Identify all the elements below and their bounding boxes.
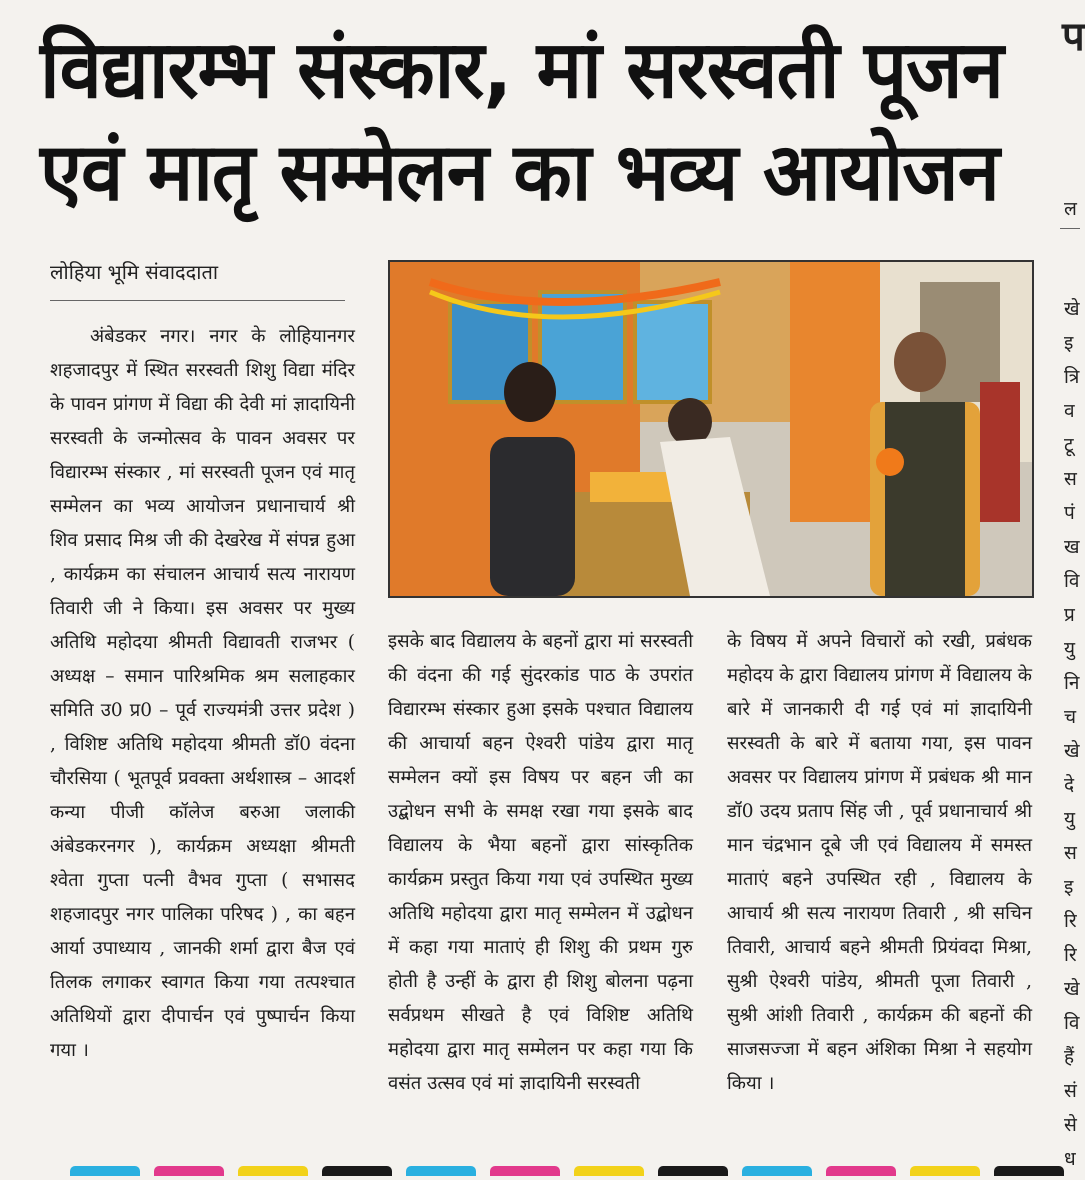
article-column-2: इसके बाद विद्यालय के बहनों द्वारा मां सरस्वती की वंदना की गई सुंदरकांड पाठ के उपरांत विद्यारम्भ संस्कार हुआ इसके पश्चात विद्यालय की आचार्या बहन ऐश्वरी पांडेय द्वारा मातृ सम्मेलन क्यों इस विषय पर बहन जी का उद्बोधन सभी के समक्ष रखा गया इसके बाद विद्यालय के भैया बहनों द्वारा सांस्कृतिक कार्यक्रम प्रस्तुत किया गया एवं उपस्थित मुख्य अतिथि महोदया द्वारा मातृ सम्मेलन में उद्बोधन में कहा गया माताएं ही शिशु की प्रथम गुरु होती है उन्हीं के द्वारा ही शिशु बोलना पढ़ना सर्वप्रथम सीखते है एवं विशिष्ट अतिथि महोदया द्वारा मातृ सम्मेलन पर कहा गया कि वसंत उत्सव एवं मां ज्ञादायिनी सरस्वती	[388, 631, 693, 1094]
adjacent-text-fragment: पं	[1064, 502, 1075, 524]
adjacent-text-fragment: दे	[1064, 774, 1075, 796]
byline-rule	[50, 300, 345, 301]
adjacent-text-fragment: स	[1064, 468, 1077, 490]
adjacent-text-fragment: रि	[1064, 944, 1077, 966]
color-swatch	[910, 1166, 980, 1176]
adjacent-text-fragment: यु	[1064, 638, 1076, 660]
adjacent-text-fragment: इ	[1064, 332, 1074, 354]
byline: लोहिया भूमि संवाददाता	[50, 260, 219, 284]
article-column-3: के विषय में अपने विचारों को रखी, प्रबंधक महोदय के द्वारा विद्यालय प्रांगण में विद्यालय के बारे में जानकारी दी गई एवं मां ज्ञादायिनी सरस्वती के बारे में बताया गया, इस पावन अवसर पर विद्यालय प्रांगण में प्रबंधक श्री मान डॉ0 उदय प्रताप सिंह जी , पूर्व प्रधानाचार्य श्री मान चंद्रभान दूबे जी एवं विद्यालय में समस्त माताएं बहने उपस्थित रही , विद्यालय के आचार्य श्री सत्य नारायण तिवारी , श्री सचिन तिवारी, आचार्य बहने श्रीमती प्रियंवदा मिश्रा, सुश्री ऐश्वरी पांडेय, श्रीमती पूजा तिवारी , सुश्री आंशी तिवारी , कार्यक्रम की बहनों की साजसज्जा में बहन अंशिका मिश्रा ने सहयोग किया ।	[727, 631, 1032, 1094]
adjacent-text-fragments	[1064, 292, 1080, 1176]
adjacent-text-fragment: स	[1064, 842, 1077, 864]
adjacent-text-fragment: व	[1064, 400, 1075, 422]
adjacent-text-fragment: इ	[1064, 876, 1074, 898]
event-photo	[388, 260, 1034, 598]
adjacent-text-fragment: खे	[1064, 978, 1080, 1000]
headline-line-2: एवं मातृ सम्मेलन का भव्य आयोजन	[40, 125, 999, 219]
adjacent-text-fragment: नि	[1064, 672, 1080, 694]
adjacent-text-fragment: यु	[1064, 808, 1076, 830]
print-color-strip	[0, 1166, 1080, 1180]
adjacent-rule	[1060, 228, 1080, 229]
headline-line-1: विद्यारम्भ संस्कार, मां सरस्वती पूजन	[40, 22, 1003, 116]
color-swatch	[658, 1166, 728, 1176]
color-swatch	[994, 1166, 1064, 1176]
color-swatch	[742, 1166, 812, 1176]
adjacent-text-fragment: सं	[1064, 1080, 1077, 1102]
color-swatch	[70, 1166, 140, 1176]
adjacent-byline-fragment: ल	[1064, 198, 1077, 220]
adjacent-text-fragment: ध	[1064, 1148, 1076, 1170]
adjacent-text-fragment: खे	[1064, 298, 1080, 320]
adjacent-text-fragment: त्रि	[1064, 366, 1080, 388]
article-column-1: अंबेडकर नगर। नगर के लोहियानगर शहजादपुर में स्थित सरस्वती शिशु विद्या मंदिर के पावन प्रांगण में विद्या की देवी मां ज्ञादायिनी सरस्वती के जन्मोत्सव के पावन अवसर पर विद्यारम्भ संस्कार , मां सरस्वती पूजन एवं मातृ सम्मेलन का भव्य आयोजन प्रधानाचार्य श्री शिव प्रसाद मिश्र जी की देखरेख में संपन्न हुआ , कार्यक्रम का संचालन आचार्य सत्य नारायण तिवारी जी ने किया। इस अवसर पर मुख्य अतिथि महोदया श्रीमती विद्यावती राजभर ( अध्यक्ष – समान पारिश्रमिक श्रम सलाहकार समिति उ0 प्र0 – पूर्व राज्यमंत्री उत्तर प्रदेश ) , विशिष्ट अतिथि महोदया श्रीमती डॉ0 वंदना चौरसिया ( भूतपूर्व प्रवक्ता अर्थशास्त्र – आदर्श कन्या पीजी कॉलेज बरुआ जलाकी अंबेडकरनगर ), कार्यक्रम अध्यक्षा श्रीमती श्वेता गुप्ता पत्नी वैभव गुप्ता ( सभासद शहजादपुर नगर पालिका परिषद ) , का बहन आर्या उपाध्याय , जानकी शर्मा द्वारा बैज एवं तिलक लगाकर स्वागत किया गया तत्पश्चात अतिथियों द्वारा दीपार्चन एवं पुष्पार्चन किया गया ।	[50, 326, 355, 1061]
color-swatch	[574, 1166, 644, 1176]
headline	[40, 18, 1050, 224]
adjacent-text-fragment: से	[1064, 1114, 1077, 1136]
color-swatch	[154, 1166, 224, 1176]
event-photo-illustration	[390, 262, 1032, 596]
adjacent-text-fragment: खे	[1064, 740, 1080, 762]
color-swatch	[322, 1166, 392, 1176]
adjacent-headline-fragment: प	[1062, 13, 1085, 60]
adjacent-text-fragment: प्र	[1064, 604, 1075, 626]
adjacent-text-fragment: वि	[1064, 1012, 1080, 1034]
adjacent-text-fragment: टू	[1064, 434, 1074, 456]
adjacent-text-fragment: ख	[1064, 536, 1080, 558]
adjacent-text-fragment: रि	[1064, 910, 1077, 932]
color-swatch	[826, 1166, 896, 1176]
color-swatch	[406, 1166, 476, 1176]
adjacent-text-fragment: च	[1064, 706, 1077, 728]
adjacent-article-edge	[1060, 0, 1085, 1180]
color-swatch	[490, 1166, 560, 1176]
adjacent-text-fragment: वि	[1064, 570, 1080, 592]
adjacent-text-fragment: हैं	[1064, 1046, 1075, 1068]
color-swatch	[238, 1166, 308, 1176]
